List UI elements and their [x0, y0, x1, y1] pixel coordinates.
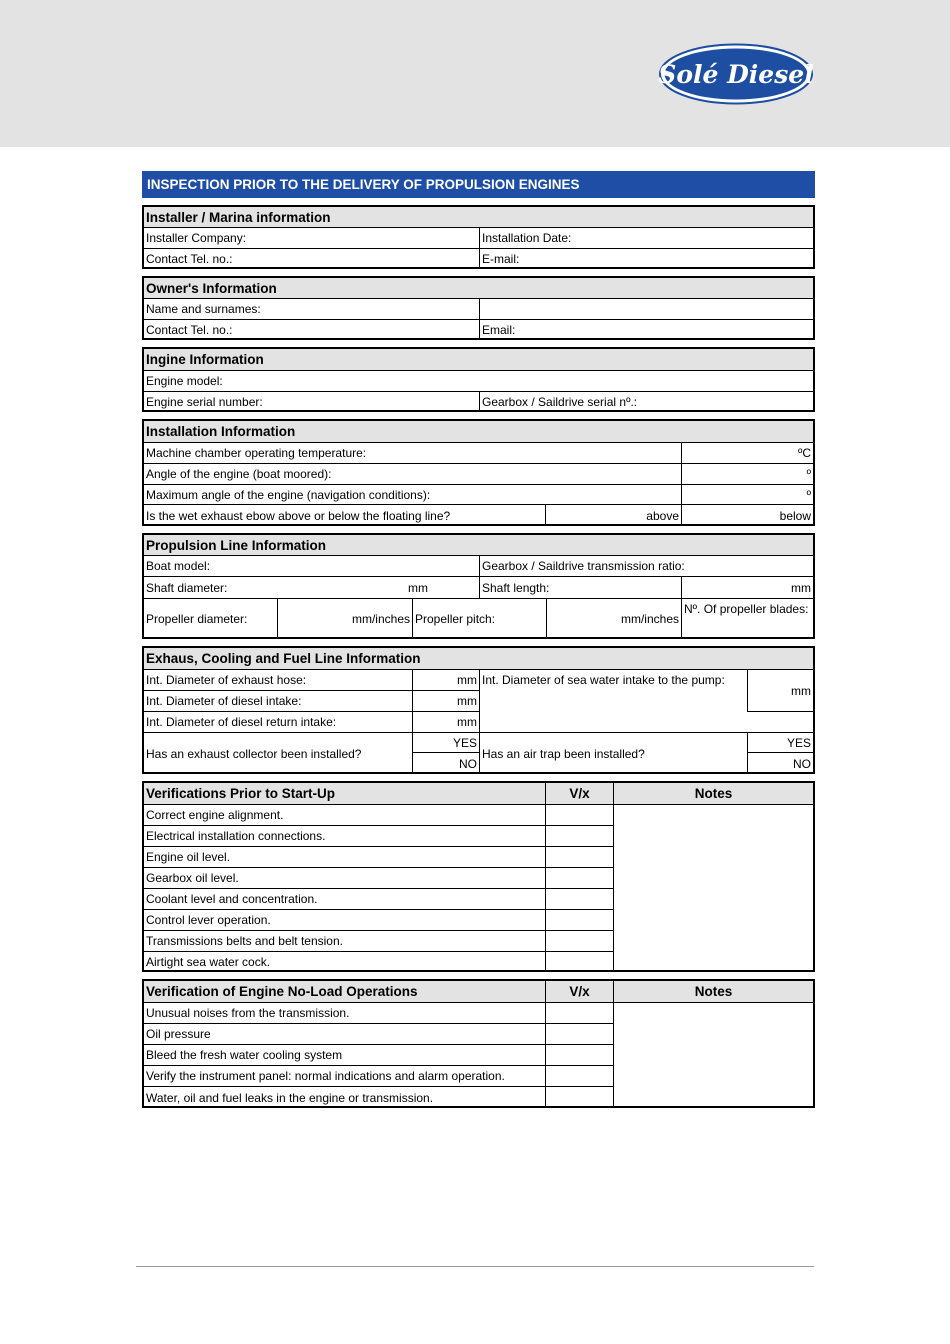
propeller-pitch-field[interactable]: mm/inches — [547, 599, 682, 639]
verifications-item-check[interactable] — [546, 952, 614, 972]
angle-moored-field[interactable]: º — [682, 464, 813, 485]
verifications-item-check[interactable] — [546, 931, 614, 952]
propulsion-heading: Propulsion Line Information — [144, 535, 813, 556]
sole-diesel-logo — [658, 43, 814, 105]
exhaust-below-option[interactable]: below — [779, 508, 811, 523]
exhaust-hose-label: Int. Diameter of exhaust hose: — [144, 670, 413, 691]
installation-section — [142, 419, 815, 526]
air-trap-question: Has an air trap been installed? — [480, 733, 748, 774]
diesel-intake-label: Int. Diameter of diesel intake: — [144, 691, 413, 712]
owner-name-field[interactable]: Name and surnames: — [144, 299, 480, 320]
verifications-heading: Verifications Prior to Start-Up — [144, 783, 546, 805]
gearbox-serial-field[interactable]: Gearbox / Saildrive serial nº.: — [482, 395, 638, 409]
installer-company-field[interactable]: Installer Company: — [144, 228, 480, 249]
propeller-pitch-label: Propeller pitch: — [413, 599, 547, 639]
shaft-diameter-field[interactable]: Shaft diameter: — [144, 577, 480, 599]
owner-heading: Owner's Information — [144, 278, 813, 299]
verifications-notes-header: Notes — [614, 783, 813, 805]
propeller-diameter-label: Propeller diameter: — [144, 599, 278, 639]
noload-item-check[interactable] — [546, 1066, 614, 1087]
noload-item-label: Verify the instrument panel: normal indications and alarm operation. — [144, 1066, 546, 1087]
shaft-diameter-unit: mm — [408, 581, 428, 595]
exhaust-collector-yes[interactable]: YES — [413, 733, 480, 753]
propulsion-section — [142, 533, 815, 639]
noload-vx-header: V/x — [546, 981, 614, 1003]
shaft-length-field[interactable]: Shaft length: — [480, 577, 682, 599]
footer-divider — [136, 1266, 814, 1267]
verifications-item-label: Correct engine alignment. — [144, 805, 546, 826]
boat-model-field[interactable]: Boat model: — [144, 556, 480, 577]
verifications-item-check[interactable] — [546, 847, 614, 868]
engine-heading: Ingine Information — [144, 349, 813, 371]
noload-item-check[interactable] — [546, 1003, 614, 1024]
chamber-temperature-label: Machine chamber operating temperature: — [144, 443, 682, 464]
propeller-diameter-field[interactable]: mm/inches — [278, 599, 413, 639]
form-title-banner: INSPECTION PRIOR TO THE DELIVERY OF PROPULSION ENGINES — [142, 171, 815, 198]
transmission-ratio-field[interactable]: Gearbox / Saildrive transmission ratio: — [480, 556, 813, 577]
noload-notes-header: Notes — [614, 981, 813, 1003]
exhaust-section — [142, 646, 815, 774]
sea-water-blank-row — [480, 712, 813, 733]
exhaust-collector-question: Has an exhaust collector been installed? — [144, 733, 413, 774]
owner-email-field[interactable]: Email: — [482, 323, 516, 337]
svg-text:Solé Diesel: Solé Diesel — [658, 60, 814, 89]
angle-max-label: Maximum angle of the engine (navigation conditions): — [144, 485, 682, 505]
installer-section — [142, 205, 815, 269]
diesel-return-label: Int. Diameter of diesel return intake: — [144, 712, 413, 733]
engine-section — [142, 347, 815, 412]
verifications-item-label: Gearbox oil level. — [144, 868, 546, 889]
verifications-item-label: Coolant level and concentration. — [144, 889, 546, 910]
installer-heading: Installer / Marina information — [144, 207, 813, 228]
verifications-item-check[interactable] — [546, 889, 614, 910]
angle-max-field[interactable]: º — [682, 485, 813, 505]
installation-date-field[interactable]: Installation Date: — [480, 228, 813, 249]
noload-item-label: Oil pressure — [144, 1024, 546, 1045]
verifications-item-label: Engine oil level. — [144, 847, 546, 868]
propeller-blades-field[interactable]: Nº. Of propeller blades: — [684, 602, 809, 616]
air-trap-no[interactable]: NO — [793, 756, 811, 771]
diesel-intake-field[interactable]: mm — [413, 691, 480, 712]
exhaust-collector-no[interactable]: NO — [413, 753, 480, 774]
noload-item-label: Unusual noises from the transmission. — [144, 1003, 546, 1024]
verifications-item-label: Electrical installation connections. — [144, 826, 546, 847]
verifications-section — [142, 781, 815, 972]
page-header — [0, 0, 950, 147]
exhaust-heading: Exhaus, Cooling and Fuel Line Information — [144, 648, 813, 670]
verifications-item-label: Control lever operation. — [144, 910, 546, 931]
installer-email-field[interactable]: E-mail: — [482, 252, 520, 266]
installer-tel-field[interactable]: Contact Tel. no.: — [144, 249, 480, 269]
owner-tel-field[interactable]: Contact Tel. no.: — [144, 320, 480, 340]
verifications-notes-area[interactable] — [614, 805, 813, 972]
sea-water-intake-label: Int. Diameter of sea water intake to the pump: — [480, 670, 748, 712]
chamber-temperature-field[interactable]: ºC — [682, 443, 813, 464]
exhaust-elbow-question: Is the wet exhaust ebow above or below the floating line? — [144, 505, 546, 526]
diesel-return-field[interactable]: mm — [413, 712, 480, 733]
exhaust-above-option[interactable]: above — [546, 505, 682, 526]
noload-item-label: Water, oil and fuel leaks in the engine or transmission. — [144, 1087, 546, 1108]
exhaust-hose-field[interactable]: mm — [413, 670, 480, 691]
engine-model-field[interactable]: Engine model: — [144, 371, 813, 392]
installation-heading: Installation Information — [144, 421, 813, 443]
owner-name-blank[interactable] — [480, 299, 813, 320]
verifications-item-check[interactable] — [546, 910, 614, 931]
verifications-item-check[interactable] — [546, 805, 614, 826]
noload-heading: Verification of Engine No-Load Operations — [144, 981, 546, 1003]
verifications-item-check[interactable] — [546, 868, 614, 889]
air-trap-yes[interactable]: YES — [748, 733, 813, 753]
verifications-item-label: Transmissions belts and belt tension. — [144, 931, 546, 952]
noload-item-label: Bleed the fresh water cooling system — [144, 1045, 546, 1066]
verifications-vx-header: V/x — [546, 783, 614, 805]
noload-section — [142, 979, 815, 1108]
noload-item-check[interactable] — [546, 1087, 614, 1108]
verifications-item-check[interactable] — [546, 826, 614, 847]
owner-section — [142, 276, 815, 340]
noload-item-check[interactable] — [546, 1024, 614, 1045]
sea-water-intake-field[interactable]: mm — [748, 670, 813, 712]
angle-moored-label: Angle of the engine (boat moored): — [144, 464, 682, 485]
noload-item-check[interactable] — [546, 1045, 614, 1066]
shaft-length-unit: mm — [682, 577, 813, 599]
verifications-item-label: Airtight sea water cock. — [144, 952, 546, 972]
noload-notes-area[interactable] — [614, 1003, 813, 1108]
engine-serial-field[interactable]: Engine serial number: — [144, 392, 480, 412]
